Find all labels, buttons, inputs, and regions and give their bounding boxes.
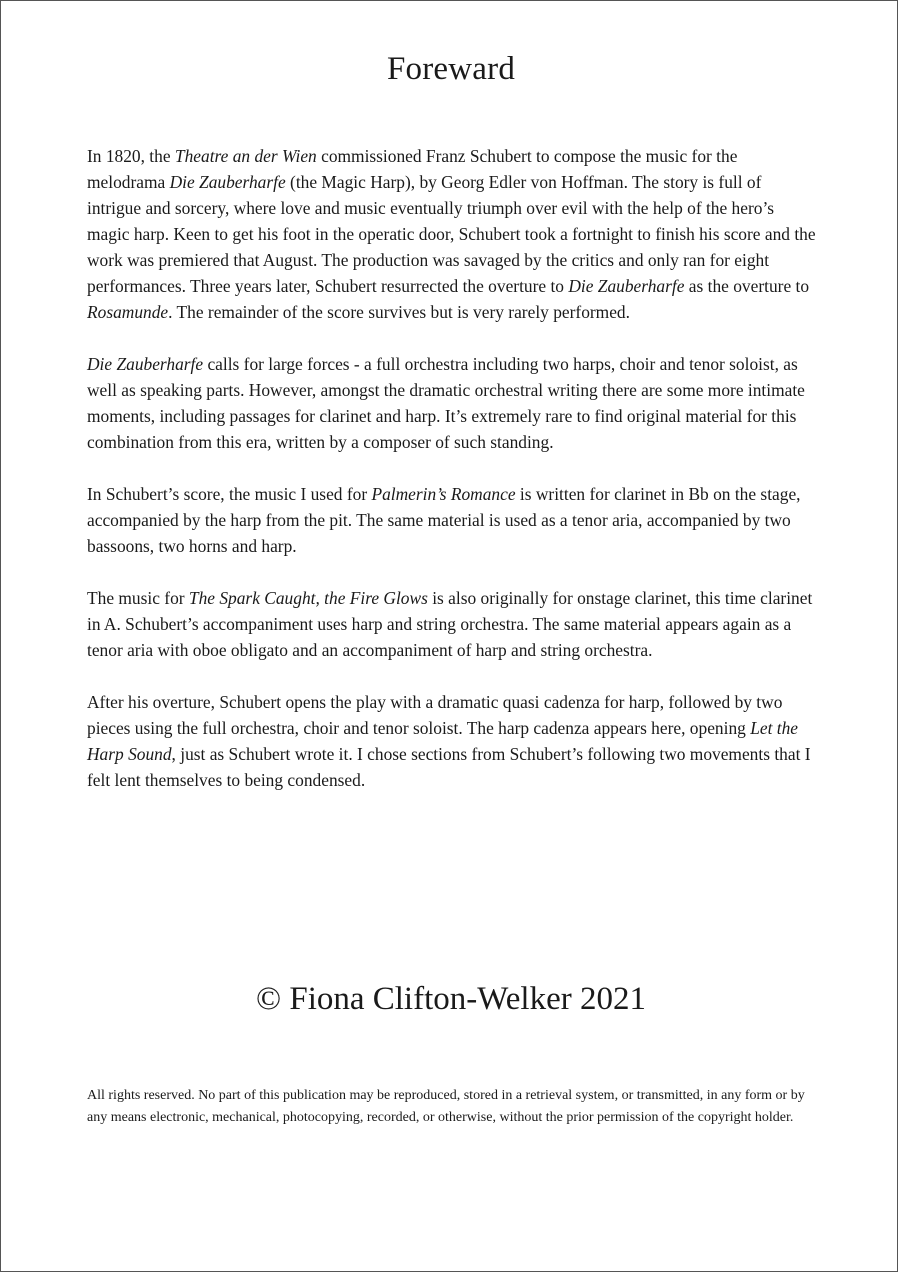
text-run: , just as Schubert wrote it. I chose sections from Schubert’s following two movements that I felt lent themselves to being condensed. bbox=[87, 744, 811, 790]
text-run: is also originally for onstage clarinet, this time clarinet in A. Schubert’s accompaniment uses harp and string orchestra. The same material appears again as a tenor aria with oboe obligato and an accompaniment of harp and string orchestra. bbox=[87, 588, 813, 660]
italic-title-run: Let the Harp Sound bbox=[87, 718, 799, 764]
text-run: The music for bbox=[87, 588, 189, 608]
foreward-body bbox=[87, 143, 817, 793]
italic-title-run: Theatre an der Wien bbox=[174, 146, 317, 166]
text-run: is written for clarinet in Bb on the stage, accompanied by the harp from the pit. The same material is used as a tenor aria, accompanied by two bassoons, two horns and harp. bbox=[87, 484, 801, 556]
text-run: In 1820, the bbox=[87, 146, 175, 166]
text-run: (the Magic Harp), by Georg Edler von Hoffman. The story is full of intrigue and sorcery, where love and music eventually triumph over evil with the help of the hero’s magic harp. Keen to get his foot in the operatic door, Schubert took a fortnight to finish his score and the work was premiered that August. The production was savaged by the critics and only ran for eight performances. Three years later, Schubert resurrected the overture to bbox=[87, 172, 816, 296]
italic-title-run: The Spark Caught, the Fire Glows bbox=[188, 588, 428, 608]
italic-title-run: Palmerin’s Romance bbox=[371, 484, 516, 504]
paragraph-1 bbox=[87, 143, 817, 325]
paragraph-5 bbox=[87, 689, 817, 793]
paragraph-4 bbox=[87, 585, 817, 663]
italic-title-run: Die Zauberharfe bbox=[568, 276, 685, 296]
text-run: calls for large forces - a full orchestra including two harps, choir and tenor soloist, as well as speaking parts. However, amongst the dramatic orchestral writing there are some more intimate moments, including passages for clarinet and harp. It’s extremely rare to find original material for this combination from this era, written by a composer of such standing. bbox=[87, 354, 805, 452]
copyright-notice: © Fiona Clifton-Welker 2021 bbox=[256, 981, 646, 1017]
italic-title-run: Die Zauberharfe bbox=[87, 354, 204, 374]
text-run: as the overture to bbox=[684, 276, 810, 296]
text-run: . The remainder of the score survives but is very rarely performed. bbox=[168, 302, 630, 322]
text-run: In Schubert’s score, the music I used for bbox=[87, 484, 372, 504]
page-title: Foreward bbox=[386, 51, 516, 87]
italic-title-run: Rosamunde bbox=[87, 302, 169, 322]
text-run: commissioned Franz Schubert to compose the music for the melodrama bbox=[87, 146, 738, 192]
paragraph-3 bbox=[87, 481, 817, 559]
text-run: After his overture, Schubert opens the play with a dramatic quasi cadenza for harp, followed by two pieces using the full orchestra, choir and tenor soloist. The harp cadenza appears here, opening bbox=[87, 692, 783, 738]
italic-title-run: Die Zauberharfe bbox=[169, 172, 286, 192]
paragraph-2 bbox=[87, 351, 817, 455]
rights-statement: All rights reserved. No part of this publication may be reproduced, stored in a retrieval system, or transmitted, in any form or by any means electronic, mechanical, photocopying, recorded, or otherwise, without the prior permission of the copyright holder. bbox=[87, 1088, 805, 1125]
